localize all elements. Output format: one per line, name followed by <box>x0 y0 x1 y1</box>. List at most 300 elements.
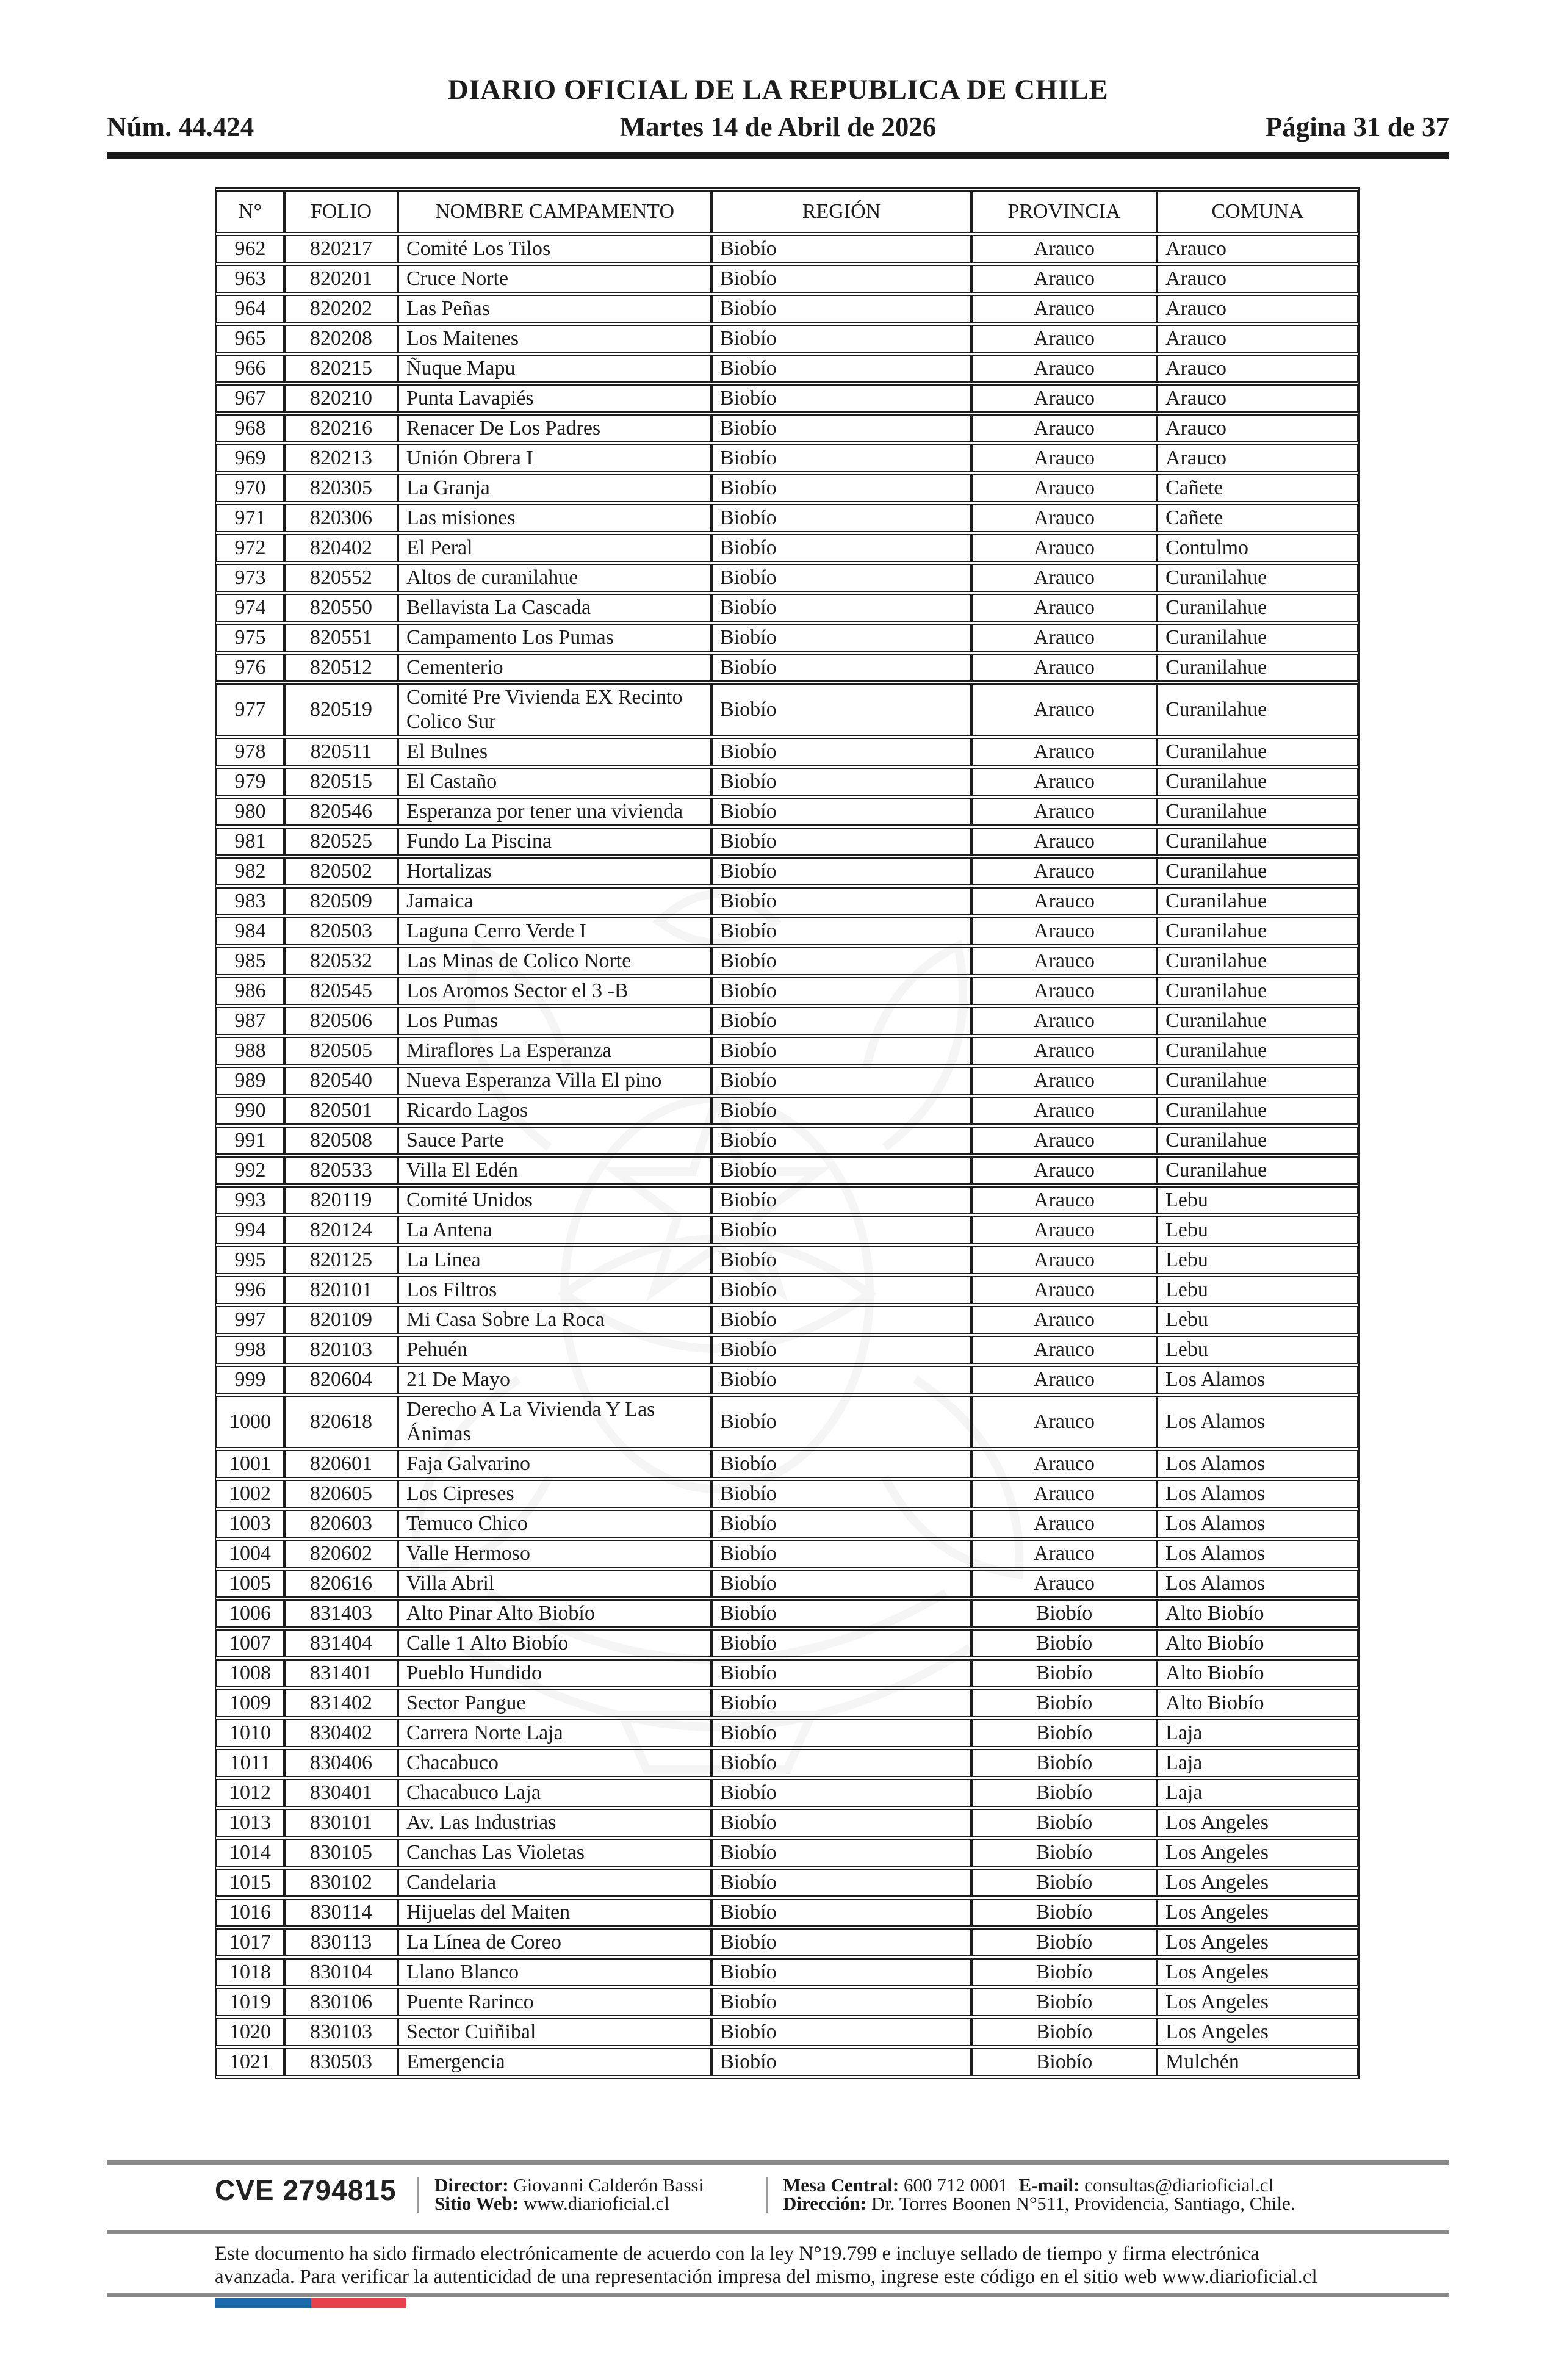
table-row <box>216 887 1358 915</box>
cell-nombre-campamento: Faja Galvarino <box>398 1450 711 1478</box>
cell-folio: 831404 <box>284 1629 398 1657</box>
cell-nombre-campamento: La Granja <box>398 474 711 502</box>
cell-provincia: Arauco <box>971 683 1157 736</box>
cell-region: Biobío <box>711 977 971 1005</box>
cell-region: Biobío <box>711 947 971 975</box>
cell-comuna: Los Alamos <box>1157 1570 1358 1598</box>
cell-region: Biobío <box>711 1719 971 1747</box>
table-row <box>216 594 1358 622</box>
table-row <box>216 1127 1358 1155</box>
direccion-value: Dr. Torres Boonen N°511, Providencia, Santiago, Chile. <box>871 2193 1295 2214</box>
cell-n: 1007 <box>216 1629 284 1657</box>
director-line <box>434 2176 704 2194</box>
cell-n: 1000 <box>216 1396 284 1448</box>
cell-comuna: Cañete <box>1157 504 1358 532</box>
cell-folio: 820602 <box>284 1540 398 1568</box>
cell-nombre-campamento: Calle 1 Alto Biobío <box>398 1629 711 1657</box>
cell-n: 962 <box>216 235 284 263</box>
cell-folio: 820305 <box>284 474 398 502</box>
cell-comuna: Lebu <box>1157 1276 1358 1304</box>
cell-n: 966 <box>216 355 284 383</box>
cell-provincia: Biobío <box>971 1659 1157 1687</box>
cell-provincia: Biobío <box>971 1629 1157 1657</box>
cell-nombre-campamento: Los Cipreses <box>398 1480 711 1508</box>
cell-n: 1006 <box>216 1599 284 1628</box>
cell-folio: 820605 <box>284 1480 398 1508</box>
sitio-label: Sitio Web: <box>434 2193 519 2214</box>
table-row <box>216 654 1358 682</box>
cell-region: Biobío <box>711 1246 971 1274</box>
cell-provincia: Arauco <box>971 265 1157 293</box>
cell-provincia: Biobío <box>971 1928 1157 1956</box>
cell-n: 983 <box>216 887 284 915</box>
cell-nombre-campamento: Nueva Esperanza Villa El pino <box>398 1067 711 1095</box>
cell-n: 998 <box>216 1336 284 1364</box>
cell-comuna: Lebu <box>1157 1246 1358 1274</box>
cell-n: 965 <box>216 325 284 353</box>
cell-provincia: Arauco <box>971 947 1157 975</box>
cell-nombre-campamento: Pueblo Hundido <box>398 1659 711 1687</box>
cell-provincia: Arauco <box>971 444 1157 472</box>
table-row <box>216 265 1358 293</box>
cell-folio: 820503 <box>284 917 398 945</box>
cell-provincia: Biobío <box>971 1958 1157 1986</box>
cell-nombre-campamento: El Bulnes <box>398 738 711 766</box>
email-value: consultas@diarioficial.cl <box>1084 2174 1274 2196</box>
cell-provincia: Arauco <box>971 1480 1157 1508</box>
cell-provincia: Arauco <box>971 654 1157 682</box>
cell-region: Biobío <box>711 235 971 263</box>
table-row <box>216 1958 1358 1986</box>
cell-comuna: Lebu <box>1157 1216 1358 1244</box>
cell-folio: 820202 <box>284 295 398 323</box>
cell-provincia: Biobío <box>971 1809 1157 1837</box>
cell-nombre-campamento: La Línea de Coreo <box>398 1928 711 1956</box>
cell-n: 985 <box>216 947 284 975</box>
cell-folio: 830406 <box>284 1749 398 1777</box>
cell-comuna: Curanilahue <box>1157 1156 1358 1185</box>
cell-n: 976 <box>216 654 284 682</box>
table-header-row <box>216 190 1358 233</box>
cell-region: Biobío <box>711 384 971 413</box>
header-nombre: NOMBRE CAMPAMENTO <box>398 190 711 233</box>
cell-folio: 820216 <box>284 414 398 442</box>
cell-comuna: Arauco <box>1157 444 1358 472</box>
cell-folio: 820210 <box>284 384 398 413</box>
flag-red-half <box>311 2298 406 2308</box>
cell-comuna: Los Alamos <box>1157 1540 1358 1568</box>
cell-n: 989 <box>216 1067 284 1095</box>
cell-nombre-campamento: Puente Rarinco <box>398 1988 711 2016</box>
cell-region: Biobío <box>711 887 971 915</box>
cell-region: Biobío <box>711 2048 971 2076</box>
cell-n: 1002 <box>216 1480 284 1508</box>
cell-provincia: Arauco <box>971 828 1157 856</box>
cell-n: 970 <box>216 474 284 502</box>
cell-nombre-campamento: Bellavista La Cascada <box>398 594 711 622</box>
cell-nombre-campamento: Laguna Cerro Verde I <box>398 917 711 945</box>
cell-region: Biobío <box>711 1570 971 1598</box>
cell-folio: 820402 <box>284 534 398 562</box>
cell-folio: 820101 <box>284 1276 398 1304</box>
table-row <box>216 1629 1358 1657</box>
cell-n: 1003 <box>216 1510 284 1538</box>
cell-folio: 820502 <box>284 857 398 885</box>
cell-region: Biobío <box>711 654 971 682</box>
cell-comuna: Curanilahue <box>1157 1097 1358 1125</box>
cell-provincia: Arauco <box>971 738 1157 766</box>
cell-comuna: Alto Biobío <box>1157 1659 1358 1687</box>
cell-provincia: Arauco <box>971 1540 1157 1568</box>
cell-region: Biobío <box>711 474 971 502</box>
cell-nombre-campamento: Renacer De Los Padres <box>398 414 711 442</box>
cell-nombre-campamento: Pehuén <box>398 1336 711 1364</box>
cell-region: Biobío <box>711 738 971 766</box>
cell-nombre-campamento: Chacabuco <box>398 1749 711 1777</box>
cell-provincia: Arauco <box>971 504 1157 532</box>
mesa-line <box>783 2176 1295 2194</box>
footer-separator-2 <box>766 2177 768 2213</box>
gobierno-flag <box>215 2298 406 2308</box>
table-row <box>216 1007 1358 1035</box>
cell-comuna: Contulmo <box>1157 534 1358 562</box>
cell-folio: 820509 <box>284 887 398 915</box>
cell-nombre-campamento: Av. Las Industrias <box>398 1809 711 1837</box>
table-row <box>216 917 1358 945</box>
cell-folio: 820515 <box>284 768 398 796</box>
cell-provincia: Arauco <box>971 977 1157 1005</box>
cell-nombre-campamento: Canchas Las Violetas <box>398 1839 711 1867</box>
table-row <box>216 1246 1358 1274</box>
cell-comuna: Los Angeles <box>1157 2018 1358 2046</box>
table-row <box>216 534 1358 562</box>
legal-line-2: avanzada. Para verificar la autenticidad de una representación impresa del mismo, ingrese este código en el sitio web www.diarioficial.cl <box>215 2266 1317 2288</box>
cell-nombre-campamento: Ñuque Mapu <box>398 355 711 383</box>
cell-provincia: Arauco <box>971 798 1157 826</box>
cell-nombre-campamento: Comité Unidos <box>398 1186 711 1214</box>
cell-n: 969 <box>216 444 284 472</box>
cell-region: Biobío <box>711 798 971 826</box>
table-row <box>216 1097 1358 1125</box>
cell-n: 1018 <box>216 1958 284 1986</box>
table-row <box>216 1689 1358 1717</box>
cell-folio: 820119 <box>284 1186 398 1214</box>
table-row <box>216 2048 1358 2076</box>
cell-region: Biobío <box>711 2018 971 2046</box>
mesa-value: 600 712 0001 <box>904 2174 1008 2196</box>
cell-nombre-campamento: Altos de curanilahue <box>398 564 711 592</box>
cell-nombre-campamento: Cruce Norte <box>398 265 711 293</box>
cell-nombre-campamento: Los Pumas <box>398 1007 711 1035</box>
cell-region: Biobío <box>711 828 971 856</box>
cell-folio: 831403 <box>284 1599 398 1628</box>
footer-rule-middle <box>107 2230 1449 2234</box>
cell-n: 1019 <box>216 1988 284 2016</box>
table-row <box>216 1186 1358 1214</box>
cell-nombre-campamento: Las Minas de Colico Norte <box>398 947 711 975</box>
cell-provincia: Biobío <box>971 1599 1157 1628</box>
cell-comuna: Los Alamos <box>1157 1510 1358 1538</box>
cell-folio: 820604 <box>284 1366 398 1394</box>
cell-nombre-campamento: Jamaica <box>398 887 711 915</box>
legal-notice <box>215 2242 1368 2288</box>
cell-folio: 830401 <box>284 1779 398 1807</box>
table-row <box>216 1869 1358 1897</box>
cell-nombre-campamento: Carrera Norte Laja <box>398 1719 711 1747</box>
cell-comuna: Mulchén <box>1157 2048 1358 2076</box>
table-row <box>216 235 1358 263</box>
cell-nombre-campamento: Derecho A La Vivienda Y Las Ánimas <box>398 1396 711 1448</box>
cell-region: Biobío <box>711 1396 971 1448</box>
cell-provincia: Biobío <box>971 1719 1157 1747</box>
cell-provincia: Arauco <box>971 594 1157 622</box>
cell-comuna: Curanilahue <box>1157 828 1358 856</box>
cell-nombre-campamento: Unión Obrera I <box>398 444 711 472</box>
cell-region: Biobío <box>711 564 971 592</box>
cell-n: 971 <box>216 504 284 532</box>
table-row <box>216 325 1358 353</box>
table-row <box>216 1540 1358 1568</box>
cell-provincia: Arauco <box>971 917 1157 945</box>
cell-comuna: Curanilahue <box>1157 564 1358 592</box>
table-row <box>216 857 1358 885</box>
cell-n: 1017 <box>216 1928 284 1956</box>
table-row <box>216 1037 1358 1065</box>
cell-region: Biobío <box>711 444 971 472</box>
cell-folio: 830102 <box>284 1869 398 1897</box>
cell-provincia: Arauco <box>971 768 1157 796</box>
cell-region: Biobío <box>711 1540 971 1568</box>
cell-nombre-campamento: La Linea <box>398 1246 711 1274</box>
cell-provincia: Arauco <box>971 1570 1157 1598</box>
cell-comuna: Los Alamos <box>1157 1366 1358 1394</box>
cell-n: 1005 <box>216 1570 284 1598</box>
header-comuna: COMUNA <box>1157 190 1358 233</box>
cell-folio: 820601 <box>284 1450 398 1478</box>
cell-n: 990 <box>216 1097 284 1125</box>
cell-comuna: Arauco <box>1157 325 1358 353</box>
issue-number: Núm. 44.424 <box>107 112 254 142</box>
cell-comuna: Arauco <box>1157 355 1358 383</box>
cell-region: Biobío <box>711 1127 971 1155</box>
cell-nombre-campamento: Los Aromos Sector el 3 -B <box>398 977 711 1005</box>
cell-nombre-campamento: Alto Pinar Alto Biobío <box>398 1599 711 1628</box>
masthead-date: Martes 14 de Abril de 2026 <box>619 112 937 142</box>
cell-region: Biobío <box>711 1306 971 1334</box>
cell-region: Biobío <box>711 1869 971 1897</box>
cell-folio: 820525 <box>284 828 398 856</box>
table-row <box>216 414 1358 442</box>
cell-comuna: Curanilahue <box>1157 683 1358 736</box>
cell-comuna: Los Angeles <box>1157 1928 1358 1956</box>
cell-n: 995 <box>216 1246 284 1274</box>
cell-n: 992 <box>216 1156 284 1185</box>
cell-region: Biobío <box>711 1276 971 1304</box>
cell-n: 996 <box>216 1276 284 1304</box>
cell-folio: 820512 <box>284 654 398 682</box>
table-row <box>216 355 1358 383</box>
cell-provincia: Arauco <box>971 235 1157 263</box>
footer-separator-1 <box>417 2177 419 2213</box>
table-row <box>216 1156 1358 1185</box>
table-row <box>216 1839 1358 1867</box>
cell-nombre-campamento: El Peral <box>398 534 711 562</box>
cell-region: Biobío <box>711 1480 971 1508</box>
cell-nombre-campamento: Ricardo Lagos <box>398 1097 711 1125</box>
cell-nombre-campamento: Hortalizas <box>398 857 711 885</box>
cell-folio: 820616 <box>284 1570 398 1598</box>
cell-provincia: Arauco <box>971 1396 1157 1448</box>
cell-folio: 820550 <box>284 594 398 622</box>
cell-region: Biobío <box>711 1629 971 1657</box>
cell-provincia: Arauco <box>971 1276 1157 1304</box>
table-row <box>216 798 1358 826</box>
cell-comuna: Arauco <box>1157 235 1358 263</box>
cell-nombre-campamento: Emergencia <box>398 2048 711 2076</box>
table-row <box>216 1899 1358 1927</box>
table-row <box>216 1928 1358 1956</box>
cell-comuna: Los Alamos <box>1157 1450 1358 1478</box>
cell-nombre-campamento: Villa El Edén <box>398 1156 711 1185</box>
table-row <box>216 474 1358 502</box>
cell-comuna: Lebu <box>1157 1186 1358 1214</box>
cell-nombre-campamento: Sauce Parte <box>398 1127 711 1155</box>
table-row <box>216 295 1358 323</box>
cell-nombre-campamento: Los Maitenes <box>398 325 711 353</box>
cell-n: 979 <box>216 768 284 796</box>
cell-comuna: Arauco <box>1157 265 1358 293</box>
header-n: N° <box>216 190 284 233</box>
cell-comuna: Curanilahue <box>1157 624 1358 652</box>
table-row <box>216 1276 1358 1304</box>
cell-comuna: Los Angeles <box>1157 1988 1358 2016</box>
table-row <box>216 1779 1358 1807</box>
cell-nombre-campamento: Las Peñas <box>398 295 711 323</box>
cell-comuna: Curanilahue <box>1157 887 1358 915</box>
cell-provincia: Biobío <box>971 1988 1157 2016</box>
cell-n: 984 <box>216 917 284 945</box>
header-provincia: PROVINCIA <box>971 190 1157 233</box>
cell-region: Biobío <box>711 355 971 383</box>
cell-folio: 830103 <box>284 2018 398 2046</box>
cell-nombre-campamento: Los Filtros <box>398 1276 711 1304</box>
table-row <box>216 738 1358 766</box>
table-row <box>216 1719 1358 1747</box>
cell-nombre-campamento: Sector Pangue <box>398 1689 711 1717</box>
header-region: REGIÓN <box>711 190 971 233</box>
cell-folio: 830114 <box>284 1899 398 1927</box>
cell-nombre-campamento: Sector Cuiñibal <box>398 2018 711 2046</box>
cell-comuna: Curanilahue <box>1157 947 1358 975</box>
cell-comuna: Los Alamos <box>1157 1480 1358 1508</box>
table-row <box>216 1988 1358 2016</box>
cell-region: Biobío <box>711 1450 971 1478</box>
cell-folio: 820603 <box>284 1510 398 1538</box>
cell-folio: 820552 <box>284 564 398 592</box>
cell-folio: 820125 <box>284 1246 398 1274</box>
table-row <box>216 947 1358 975</box>
cell-folio: 820545 <box>284 977 398 1005</box>
table-row <box>216 504 1358 532</box>
cell-region: Biobío <box>711 1659 971 1687</box>
table-row <box>216 1450 1358 1478</box>
cell-n: 963 <box>216 265 284 293</box>
contact-block <box>783 2176 1295 2213</box>
table-row <box>216 1599 1358 1628</box>
cell-region: Biobío <box>711 1067 971 1095</box>
cell-comuna: Curanilahue <box>1157 738 1358 766</box>
cell-region: Biobío <box>711 1510 971 1538</box>
table-row <box>216 564 1358 592</box>
cell-nombre-campamento: Villa Abril <box>398 1570 711 1598</box>
cell-folio: 820551 <box>284 624 398 652</box>
cell-provincia: Biobío <box>971 1869 1157 1897</box>
cell-folio: 820306 <box>284 504 398 532</box>
cell-nombre-campamento: Campamento Los Pumas <box>398 624 711 652</box>
mesa-label: Mesa Central: <box>783 2174 899 2196</box>
cell-region: Biobío <box>711 1988 971 2016</box>
cell-region: Biobío <box>711 414 971 442</box>
cell-n: 1009 <box>216 1689 284 1717</box>
cell-n: 1014 <box>216 1839 284 1867</box>
cell-comuna: Lebu <box>1157 1336 1358 1364</box>
cell-folio: 820540 <box>284 1067 398 1095</box>
cell-region: Biobío <box>711 1366 971 1394</box>
cell-provincia: Arauco <box>971 1366 1157 1394</box>
email-label: E-mail: <box>1018 2174 1080 2196</box>
cell-n: 973 <box>216 564 284 592</box>
cell-folio: 820532 <box>284 947 398 975</box>
cell-comuna: Laja <box>1157 1779 1358 1807</box>
cell-comuna: Curanilahue <box>1157 1037 1358 1065</box>
cell-region: Biobío <box>711 1007 971 1035</box>
cell-provincia: Arauco <box>971 857 1157 885</box>
table-row <box>216 1306 1358 1334</box>
cell-nombre-campamento: Punta Lavapiés <box>398 384 711 413</box>
director-label: Director: <box>434 2174 509 2196</box>
cell-region: Biobío <box>711 1186 971 1214</box>
cell-provincia: Arauco <box>971 1156 1157 1185</box>
cell-comuna: Los Angeles <box>1157 1839 1358 1867</box>
cell-region: Biobío <box>711 1336 971 1364</box>
cell-folio: 820124 <box>284 1216 398 1244</box>
cell-n: 987 <box>216 1007 284 1035</box>
table-row <box>216 444 1358 472</box>
cell-provincia: Arauco <box>971 355 1157 383</box>
cell-nombre-campamento: Comité Los Tilos <box>398 235 711 263</box>
cell-folio: 820618 <box>284 1396 398 1448</box>
cell-folio: 820501 <box>284 1097 398 1125</box>
cell-n: 1004 <box>216 1540 284 1568</box>
table-row <box>216 1749 1358 1777</box>
cell-provincia: Arauco <box>971 325 1157 353</box>
cell-comuna: Alto Biobío <box>1157 1689 1358 1717</box>
cell-provincia: Arauco <box>971 534 1157 562</box>
cell-comuna: Curanilahue <box>1157 654 1358 682</box>
table-row <box>216 2018 1358 2046</box>
cell-folio: 830113 <box>284 1928 398 1956</box>
cell-comuna: Los Angeles <box>1157 1899 1358 1927</box>
campamentos-table <box>215 187 1360 2079</box>
cell-n: 993 <box>216 1186 284 1214</box>
table-row <box>216 828 1358 856</box>
cell-provincia: Arauco <box>971 295 1157 323</box>
cell-provincia: Biobío <box>971 1779 1157 1807</box>
cell-region: Biobío <box>711 594 971 622</box>
cell-n: 1016 <box>216 1899 284 1927</box>
cell-folio: 831402 <box>284 1689 398 1717</box>
cell-folio: 820511 <box>284 738 398 766</box>
